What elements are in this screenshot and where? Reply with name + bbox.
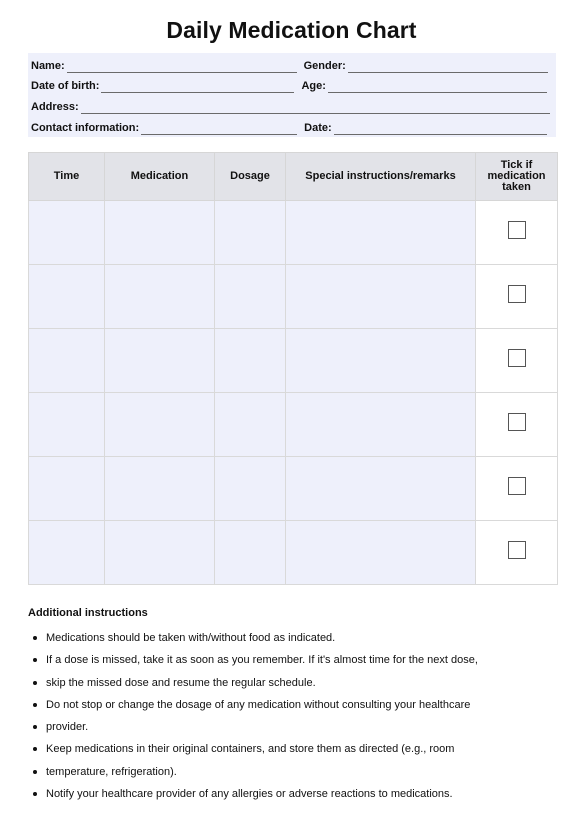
dosage-cell[interactable] <box>215 201 286 265</box>
info-row-3 <box>28 94 556 114</box>
taken-checkbox[interactable] <box>508 413 526 431</box>
header-special-instructions: Special instructions/remarks <box>286 153 476 201</box>
header-time: Time <box>29 153 105 201</box>
remarks-cell[interactable] <box>286 521 476 585</box>
taken-checkbox[interactable] <box>508 541 526 559</box>
list-item <box>28 672 558 694</box>
contact-label: Contact information: <box>31 122 140 134</box>
tick-cell <box>476 265 558 329</box>
list-item <box>28 783 558 805</box>
contact-field[interactable] <box>141 122 297 135</box>
time-cell[interactable] <box>29 201 105 265</box>
tick-cell <box>476 393 558 457</box>
dosage-cell[interactable] <box>215 521 286 585</box>
bullet-icon <box>33 681 37 685</box>
gender-label: Gender: <box>303 60 346 72</box>
medication-cell[interactable] <box>105 329 215 393</box>
medication-cell[interactable] <box>105 393 215 457</box>
medication-cell[interactable] <box>105 457 215 521</box>
remarks-cell[interactable] <box>286 393 476 457</box>
table-row <box>29 201 558 265</box>
taken-checkbox[interactable] <box>508 477 526 495</box>
info-row-4 <box>28 115 556 135</box>
list-item-text: If a dose is missed, take it as soon as you remember. If it's almost time for the next dose, <box>46 654 478 667</box>
table-row <box>29 393 558 457</box>
taken-checkbox[interactable] <box>508 285 526 303</box>
header-tick-taken <box>476 153 558 201</box>
additional-instructions-title: Additional instructions <box>28 607 148 619</box>
table-row <box>29 329 558 393</box>
gender-field[interactable] <box>348 60 548 73</box>
address-field[interactable] <box>81 101 550 114</box>
bullet-icon <box>33 792 37 796</box>
date-field[interactable] <box>334 122 547 135</box>
remarks-cell[interactable] <box>286 201 476 265</box>
info-row-2 <box>28 73 556 93</box>
bullet-icon <box>33 725 37 729</box>
bullet-icon <box>33 636 37 640</box>
age-field[interactable] <box>328 80 547 93</box>
patient-info-section <box>28 53 556 137</box>
tick-cell <box>476 201 558 265</box>
time-cell[interactable] <box>29 457 105 521</box>
bullet-icon <box>33 658 37 662</box>
list-item-text: provider. <box>46 721 89 734</box>
page-title: Daily Medication Chart <box>166 17 417 43</box>
additional-instructions-list <box>28 627 558 805</box>
remarks-cell[interactable] <box>286 329 476 393</box>
time-cell[interactable] <box>29 521 105 585</box>
dosage-cell[interactable] <box>215 329 286 393</box>
address-label: Address: <box>31 101 79 113</box>
list-item <box>28 716 558 738</box>
table-body <box>29 201 558 585</box>
list-item-text: Keep medications in their original containers, and store them as directed (e.g., room <box>46 743 455 756</box>
tick-cell <box>476 457 558 521</box>
name-label: Name: <box>31 60 65 72</box>
list-item-text: temperature, refrigeration). <box>46 765 177 778</box>
taken-checkbox[interactable] <box>508 349 526 367</box>
list-item <box>28 627 558 649</box>
remarks-cell[interactable] <box>286 457 476 521</box>
info-row-1 <box>28 53 556 73</box>
medication-table <box>28 152 558 585</box>
taken-checkbox[interactable] <box>508 221 526 239</box>
age-label: Age: <box>301 80 326 92</box>
list-item <box>28 761 558 783</box>
dosage-cell[interactable] <box>215 265 286 329</box>
list-item-text: Medications should be taken with/without food as indicated. <box>46 632 336 644</box>
date-label: Date: <box>304 122 332 134</box>
list-item <box>28 649 558 671</box>
header-dosage: Dosage <box>215 153 286 201</box>
remarks-cell[interactable] <box>286 265 476 329</box>
bullet-icon <box>33 703 37 707</box>
dob-field[interactable] <box>101 80 294 93</box>
dosage-cell[interactable] <box>215 393 286 457</box>
bullet-icon <box>33 770 37 774</box>
list-item-text: Do not stop or change the dosage of any medication without consulting your healthcare <box>46 698 471 711</box>
dosage-cell[interactable] <box>215 457 286 521</box>
medication-cell[interactable] <box>105 521 215 585</box>
table-row <box>29 457 558 521</box>
medication-cell[interactable] <box>105 265 215 329</box>
table-row <box>29 521 558 585</box>
list-item-text: skip the missed dose and resume the regular schedule. <box>46 676 316 689</box>
tick-cell <box>476 329 558 393</box>
tick-cell <box>476 521 558 585</box>
time-cell[interactable] <box>29 393 105 457</box>
list-item <box>28 738 558 760</box>
table-row <box>29 265 558 329</box>
table-header-row <box>29 153 558 201</box>
dob-label: Date of birth: <box>31 80 100 92</box>
name-field[interactable] <box>67 60 297 73</box>
time-cell[interactable] <box>29 265 105 329</box>
list-item <box>28 694 558 716</box>
header-medication: Medication <box>105 153 215 201</box>
bullet-icon <box>33 747 37 751</box>
list-item-text: Notify your healthcare provider of any allergies or adverse reactions to medications. <box>46 788 453 801</box>
header-tick-taken-label: Tick if medication taken <box>487 159 546 193</box>
time-cell[interactable] <box>29 329 105 393</box>
medication-cell[interactable] <box>105 201 215 265</box>
